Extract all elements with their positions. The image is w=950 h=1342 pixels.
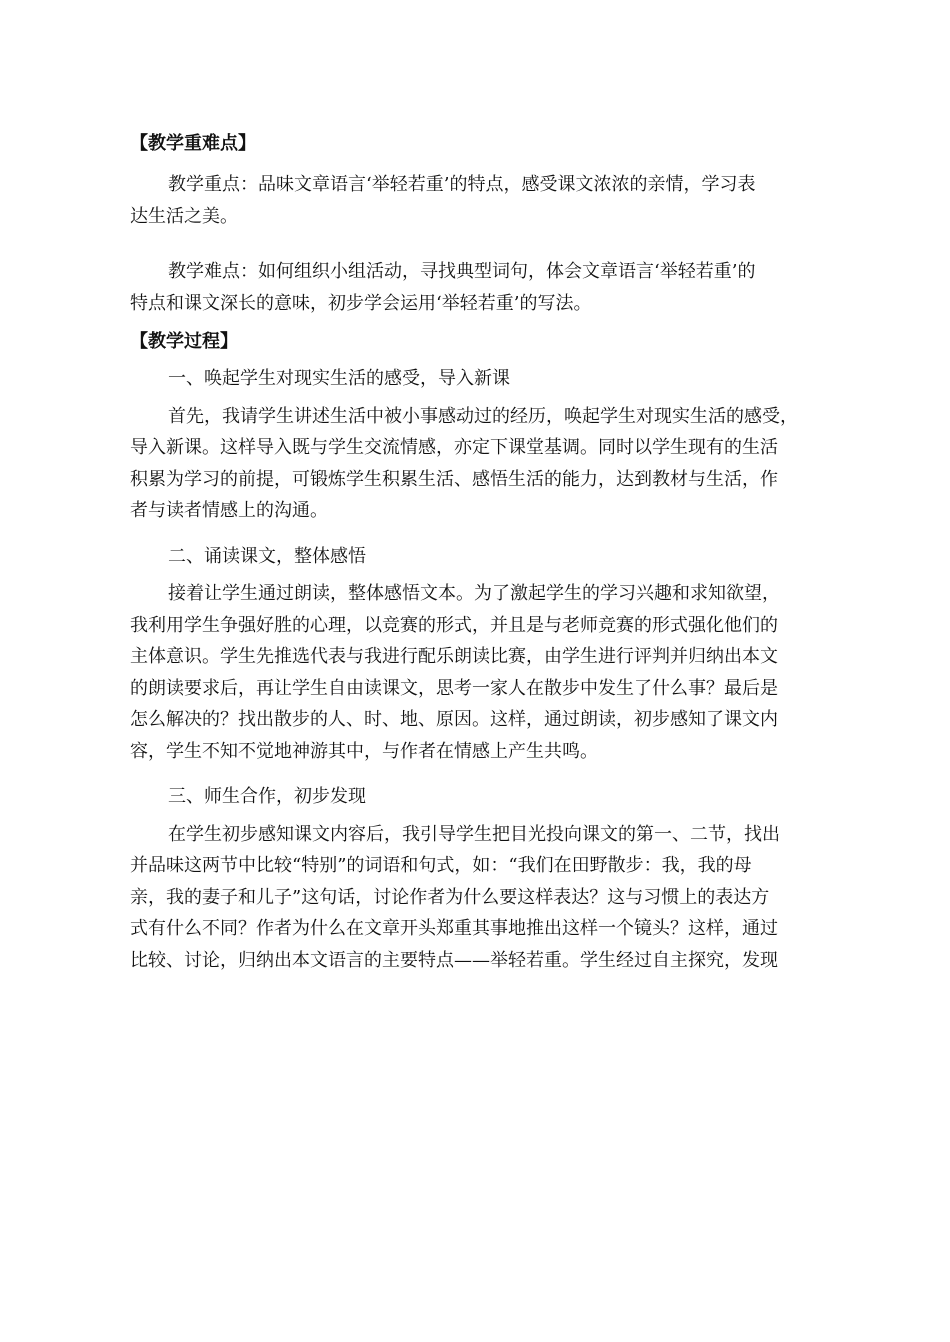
- document-body: [130, 127, 830, 976]
- paragraph-step-1: 首先，我请学生讲述生活中被小事感动过的经历，唤起学生对现实生活的感受， 导入新课。这样导入既与学生交流情感，亦定下课堂基调。同时以学生现有的生活 积累为学习的前提，可锻炼学生积累生活、感悟生活的能力，达到教材与生活，作 者与读者情感上的沟通。: [130, 405, 798, 521]
- paragraph-difficult-point: 教学难点：如何组织小组活动，寻找典型词句，体会文章语言‘举轻若重’的 特点和课文深长的意味，初步学会运用‘举轻若重’的写法。: [130, 261, 756, 314]
- subheading-step-2: 二、诵读课文，整体感悟: [168, 545, 366, 567]
- paragraph-key-point: 教学重点：品味文章语言‘举轻若重’的特点，感受课文浓浓的亲情，学习表 达生活之美。: [130, 174, 756, 227]
- section-heading-process: 【教学过程】: [130, 331, 238, 352]
- paragraph-step-2: 接着让学生通过朗读，整体感悟文本。为了激起学生的学习兴趣和求知欲望， 我利用学生争强好胜的心理，以竞赛的形式，并且是与老师竞赛的形式强化他们的 主体意识。学生先推选代表与我进行配乐朗读比赛，由学生进行评判并归纳出本文 的朗读要求后，再让学生自由读课文，思考一家人在散步中发生了什么事？最后是 怎么解决的？找出散步的人、时、地、原因。这样，通过朗读，初步感知了课文内 容，学生不知不觉地神游其中，与作者在情感上产生共鸣。: [130, 583, 780, 762]
- subheading-step-3: 三、师生合作，初步发现: [168, 786, 366, 807]
- section-heading-key-points: 【教学重难点】: [130, 133, 256, 154]
- subheading-step-1: 一、唤起学生对现实生活的感受，导入新课: [168, 368, 510, 389]
- paragraph-step-3: 在学生初步感知课文内容后，我引导学生把目光投向课文的第一、二节，找出 并品味这两节中比较“特别”的词语和句式，如：“我们在田野散步：我，我的母 亲，我的妻子和儿子”这句话，讨论作者为什么要这样表达？这与习惯上的表达方 式有什么不同？作者为什么在文章开头郑重其事地推出这样一个镜头？这样，通过 比较、讨论，归纳出本文语言的主要特点——举轻若重。学生经过自主探究，发现: [130, 823, 780, 971]
